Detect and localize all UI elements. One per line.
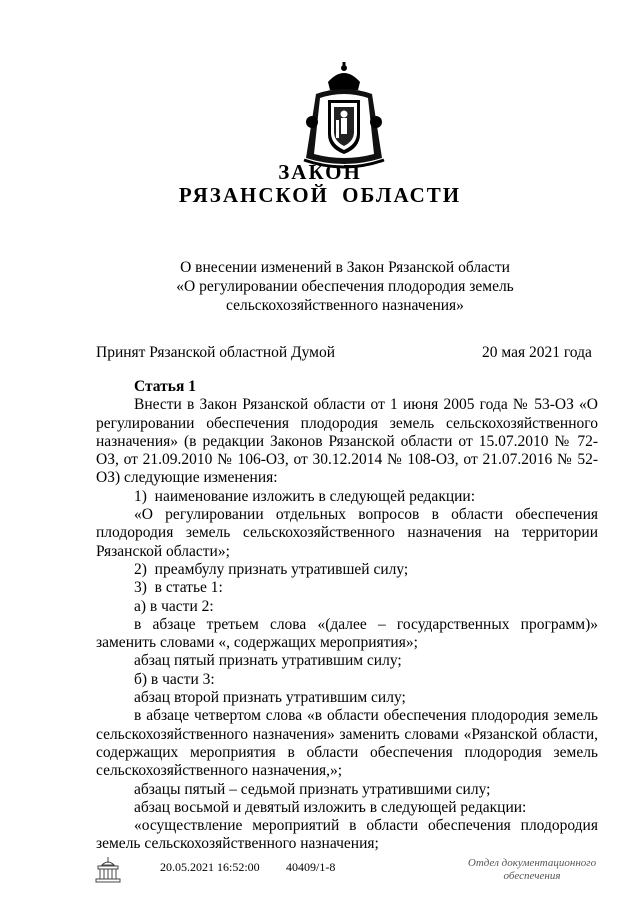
list-item: б) в части 3: [134,670,215,688]
law-body [96,378,598,854]
list-item: «осуществление мероприятий в области обеспечения плодородия земель сельскохозяйственного назначения; [96,817,598,853]
list-item: 1) наименование изложить в следующей редакции: [134,487,476,505]
list-item: абзац пятый признать утратившим силу; [134,652,402,670]
list-item: абзац восьмой и девятый изложить в следующей редакции: [134,798,527,816]
list-item: а) в части 2: [134,597,214,615]
law-subject [150,258,540,315]
dept-line: обеспечения [503,870,561,882]
subject-line: «О регулировании обеспечения плодородия земель [176,278,514,295]
list-item: «О регулировании отдельных вопросов в области обеспечения плодородия земель сельскохозяйственного назначения на территории Рязанской области»; [96,506,598,560]
dept-line: Отдел документационного [467,857,597,869]
article-intro: Внести в Закон Рязанской области от 1 июня 2005 года № 53-ОЗ «О регулировании обеспечения плодородия земель сельскохозяйственного назначения» (в редакции Законов Рязанской области от 15.07.2010 № 72-ОЗ, от 21.09.2010 № 106-ОЗ, от 30.12.2014 № 108-ОЗ, от 21.07.2016 № 52-ОЗ) следующие изменения: [96,396,598,487]
list-item: 2) преамбулу признать утратившей силу; [134,560,409,578]
list-item: 3) в статье 1: [134,579,223,597]
list-item: в абзаце четвертом слова «в области обеспечения плодородия земель сельскохозяйственного назначения» заменить словами «Рязанской области, содержащих мероприятия в области обеспечения плодородия земель сельскохозяйственного назначения,»; [96,707,598,780]
article-heading: Статья 1 [134,378,196,395]
duma-building-icon [94,855,122,885]
footer-department [452,857,612,883]
law-title: ЗАКОН [278,160,362,184]
list-item: абзацы пятый – седьмой признать утратившими силу; [134,780,491,798]
adopted-by: Принят Рязанской областной Думой [96,344,336,361]
list-item: в абзаце третьем слова «(далее – государственных программ)» заменить словами «, содержащих мероприятия»; [96,615,598,652]
coat-of-arms-icon [298,62,390,174]
subject-line: О внесении изменений в Закон Рязанской области [180,259,510,276]
adoption-date: 20 мая 2021 года [482,344,592,361]
subject-line: сельскохозяйственного назначения» [226,297,464,314]
footer-timestamp: 20.05.2021 16:52:00 [160,860,260,874]
footer-doc-number: 40409/1-8 [286,860,336,874]
region-title: РЯЗАНСКОЙ ОБЛАСТИ [178,183,462,207]
list-item: абзац второй признать утратившим силу; [134,689,406,707]
